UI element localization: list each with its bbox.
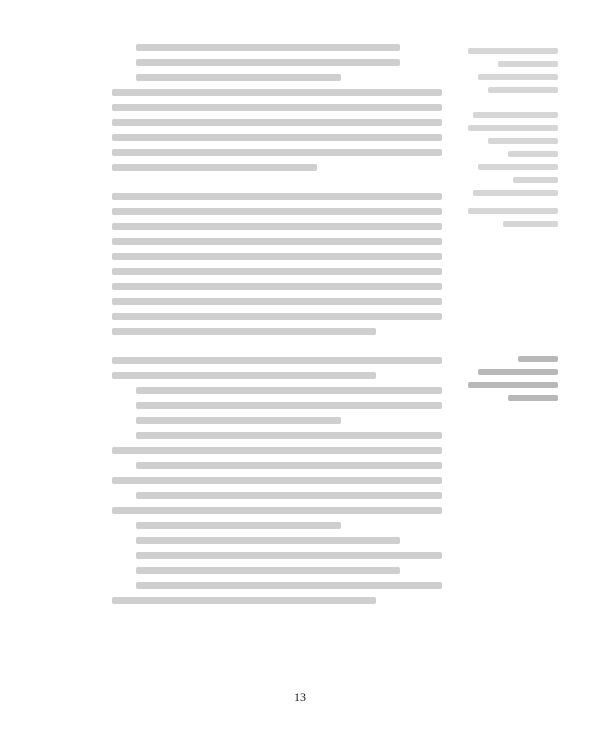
text-line [112,238,442,245]
text-line [112,89,442,96]
text-line [112,447,442,454]
text-line [136,417,341,424]
text-line [112,328,376,335]
text-line [136,387,442,394]
text-line [136,462,442,469]
text-line [112,223,442,230]
text-line [112,134,442,141]
text-line [136,567,400,574]
text-line [112,164,317,171]
margin-note [458,208,558,234]
text-line [136,537,400,544]
text-line [136,74,341,81]
text-line [112,298,442,305]
text-line [136,522,341,529]
main-text-column [112,44,442,612]
text-line [136,552,442,559]
text-line [112,372,376,379]
text-line [112,283,442,290]
text-line [112,357,442,364]
text-line [136,582,442,589]
text-line [112,268,442,275]
text-line [136,432,442,439]
margin-section-heading [458,356,558,408]
text-line [112,253,442,260]
text-line [112,149,442,156]
text-line [112,313,442,320]
margin-note [458,48,558,100]
text-line [136,59,400,66]
text-line [112,477,442,484]
margin-note [458,112,558,203]
text-line [112,208,442,215]
text-line [112,597,376,604]
text-line [112,507,442,514]
page-number: 13 [294,690,306,704]
text-line [136,402,442,409]
text-line [112,104,442,111]
text-line [136,492,442,499]
text-line [136,44,400,51]
text-line [112,193,442,200]
text-line [112,119,442,126]
